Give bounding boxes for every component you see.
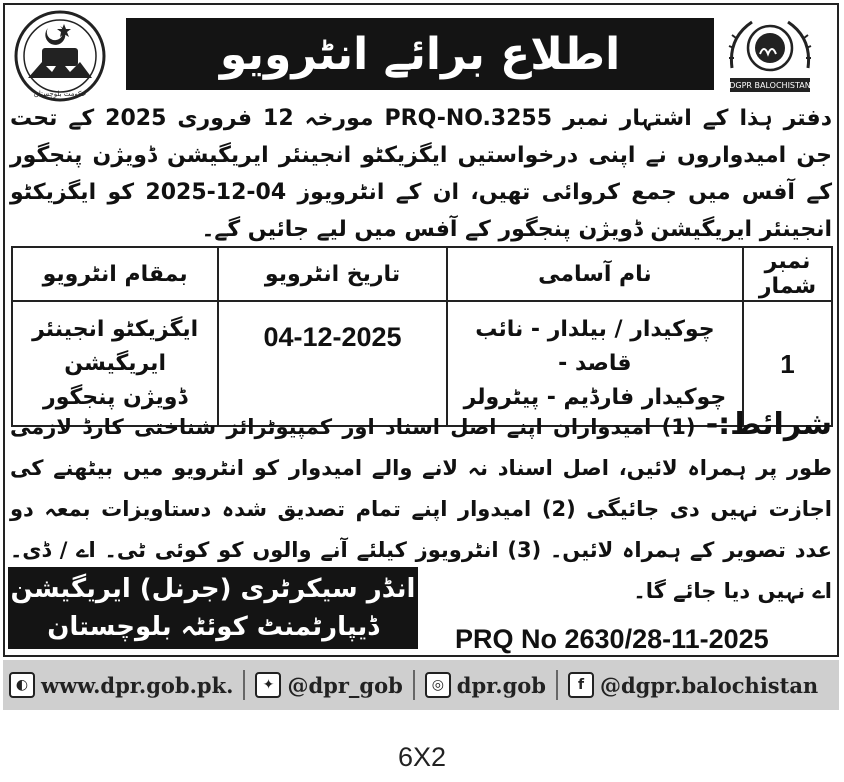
posts-table <box>11 246 833 427</box>
intro-text: دفتر ہذا کے اشتہار نمبر PRQ-NO.3255 مورخہ 12 فروری 2025 کے تحت جن امیدواروں نے اپنی درخواستیں ایگزیکٹو انجینئر ایریگیشن ڈویژن پنجگور کے آفس میں جمع کروائی تھیں، ان کے انٹرویوز 04-12-2025 کو ایگزیکٹو انجینئر ایریگیشن ڈویژن پنجگور کے آفس میں لیے جائیں گے۔ <box>10 106 832 242</box>
balochistan-emblem-logo <box>12 8 108 104</box>
facebook-icon: f <box>568 672 594 698</box>
footer-website[interactable] <box>9 672 233 698</box>
ad-size-label: 6X2 <box>397 742 447 772</box>
dgpr-balochistan-logo <box>722 8 818 104</box>
header-post-name: نام آسامی <box>447 247 743 301</box>
signature-line2: ڈیپارٹمنٹ کوئٹہ بلوچستان <box>47 612 379 642</box>
facebook-text: @dgpr.balochistan <box>600 672 819 698</box>
twitter-text: @dpr_gob <box>287 672 403 698</box>
page-title: اطلاع برائے انٹرویو <box>126 18 714 90</box>
footer-facebook[interactable] <box>568 672 818 698</box>
conditions-heading: شرائط:- <box>705 407 833 442</box>
website-text: www.dpr.gob.pk. <box>41 672 234 698</box>
footer-bar <box>3 660 839 710</box>
twitter-icon: ✦ <box>255 672 281 698</box>
venue-line2: ڈویژن پنجگور <box>43 384 188 410</box>
svg-text:حکومت بلوچستان: حکومت بلوچستان <box>33 90 87 98</box>
header-venue: بمقام انٹرویو <box>12 247 218 301</box>
instagram-text: dpr.gob <box>456 672 546 698</box>
footer-divider <box>243 670 245 700</box>
signature-line1: انڈر سیکرٹری (جرنل) ایریگیشن <box>10 574 416 604</box>
footer-instagram[interactable] <box>425 672 546 698</box>
post-name-line1: چوکیدار / بیلدار - نائب قاصد - <box>475 316 715 376</box>
signature-block <box>8 567 418 649</box>
table-header-row <box>12 247 832 301</box>
cell-sr: 1 <box>743 301 832 426</box>
svg-text:DGPR BALOCHISTAN: DGPR BALOCHISTAN <box>729 81 811 90</box>
prq-number: PRQ No 2630/28-11-2025 <box>455 624 769 654</box>
globe-icon: ◐ <box>9 672 35 698</box>
intro-paragraph <box>10 100 832 248</box>
instagram-icon: ◎ <box>425 672 451 698</box>
venue-line1: ایگزیکٹو انجینئر ایریگیشن <box>32 316 199 376</box>
conditions-text: (1) امیدواران اپنے اصل اسناد اور کمپیوٹرائز شناختی کارڈ لازمی طور پر ہمراہ لائیں، اصل اسناد نہ لانے والے امیدوار کو انٹرویو میں بیٹھنے کی اجازت نہیں دی جائیگی (2) امیدوار اپنے تمام تصدیق شدہ دستاویزات بمعہ دو عدد تصویر کے ہمراہ لائیں۔ (3) انٹرویوز کیلئے آنے والوں کو کوئی ٹی۔ اے / ڈی۔ اے نہیں دیا جائے گا۔ <box>10 415 833 603</box>
header-sr: نمبر شمار <box>743 247 832 301</box>
footer-divider <box>413 670 415 700</box>
header-interview-date: تاریخ انٹرویو <box>218 247 446 301</box>
post-name-line2: چوکیدار فارڈیم - پیٹرولر <box>463 384 727 410</box>
footer-divider <box>556 670 558 700</box>
footer-twitter[interactable] <box>255 672 402 698</box>
cell-interview-date: 04-12-2025 <box>218 301 446 426</box>
